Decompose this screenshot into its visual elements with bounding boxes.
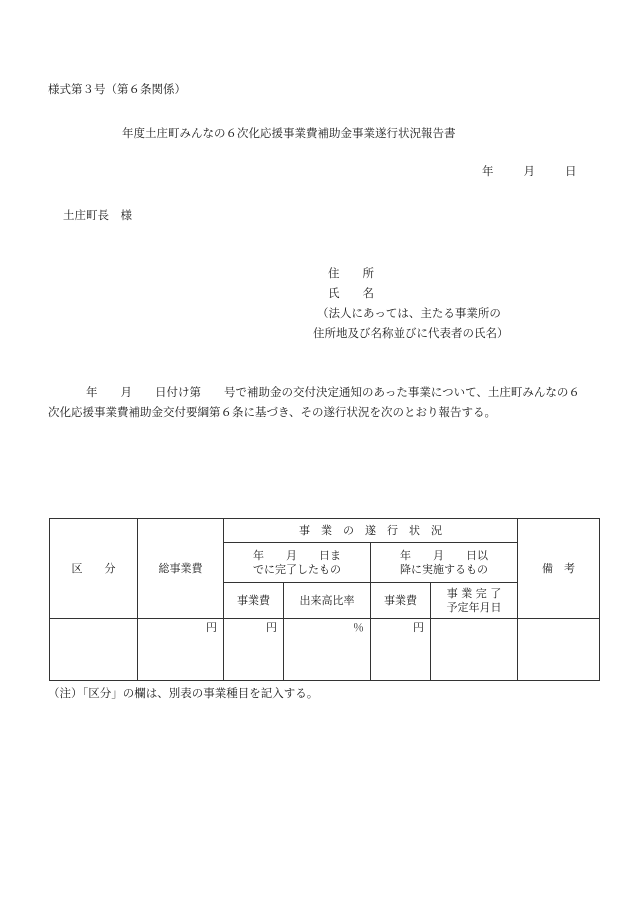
- header-remarks: 備 考: [518, 519, 600, 619]
- date-year-label: 年: [482, 164, 494, 178]
- cell-completion-date[interactable]: [431, 619, 518, 681]
- header-future-line2: 降に実施するもの: [400, 562, 488, 576]
- date-day-label: 日: [565, 164, 577, 178]
- subheader-progress-ratio: 出来高比率: [284, 583, 371, 619]
- cell-cost-completed[interactable]: 円: [224, 619, 284, 681]
- date-month-label: 月: [523, 164, 535, 178]
- report-body-text: 年 月 日付け第 号で補助金の交付決定通知のあった事業について、土庄町みんなの６次化応援事業費補助金交付要綱第６条に基づき、その遂行状況を次のとおり報告する。: [48, 385, 580, 419]
- date-line: [482, 163, 577, 179]
- header-completed-line1: 年 月 日ま: [253, 548, 341, 562]
- status-table: [49, 518, 600, 681]
- header-future: [371, 543, 518, 583]
- cell-total-cost[interactable]: 円: [138, 619, 224, 681]
- subheader-cost-completed: 事業費: [224, 583, 284, 619]
- subheader-completion-line1: 事 業 完 了: [446, 586, 502, 600]
- cell-remarks[interactable]: [518, 619, 600, 681]
- footnote: （注）「区分」の欄は、別表の事業種目を記入する。: [48, 686, 319, 700]
- header-future-line1: 年 月 日以: [400, 548, 488, 562]
- name-label: 氏 名: [328, 286, 374, 300]
- applicant-note-line2: 住所地及び名称並びに代表者の氏名）: [313, 326, 509, 340]
- address-label: 住 所: [328, 266, 374, 280]
- applicant-note-line1: （法人にあっては、主たる事業所の: [317, 306, 501, 320]
- header-total-cost: 総事業費: [138, 519, 224, 619]
- header-category: 区 分: [50, 519, 138, 619]
- document-title: 年度土庄町みんなの６次化応援事業費補助金事業遂行状況報告書: [122, 126, 456, 140]
- form-number: 様式第３号（第６条関係）: [48, 82, 186, 96]
- cell-category[interactable]: [50, 619, 138, 681]
- header-status: 事 業 の 遂 行 状 況: [224, 519, 518, 543]
- subheader-completion-line2: 予定年月日: [446, 600, 502, 614]
- subheader-completion-date: [431, 583, 518, 619]
- subheader-cost-future: 事業費: [371, 583, 431, 619]
- cell-cost-future[interactable]: 円: [371, 619, 431, 681]
- header-completed: [224, 543, 371, 583]
- cell-progress-ratio[interactable]: ％: [284, 619, 371, 681]
- addressee: 土庄町長 様: [63, 208, 132, 222]
- header-completed-line2: でに完了したもの: [253, 562, 341, 576]
- applicant-block: [313, 263, 509, 343]
